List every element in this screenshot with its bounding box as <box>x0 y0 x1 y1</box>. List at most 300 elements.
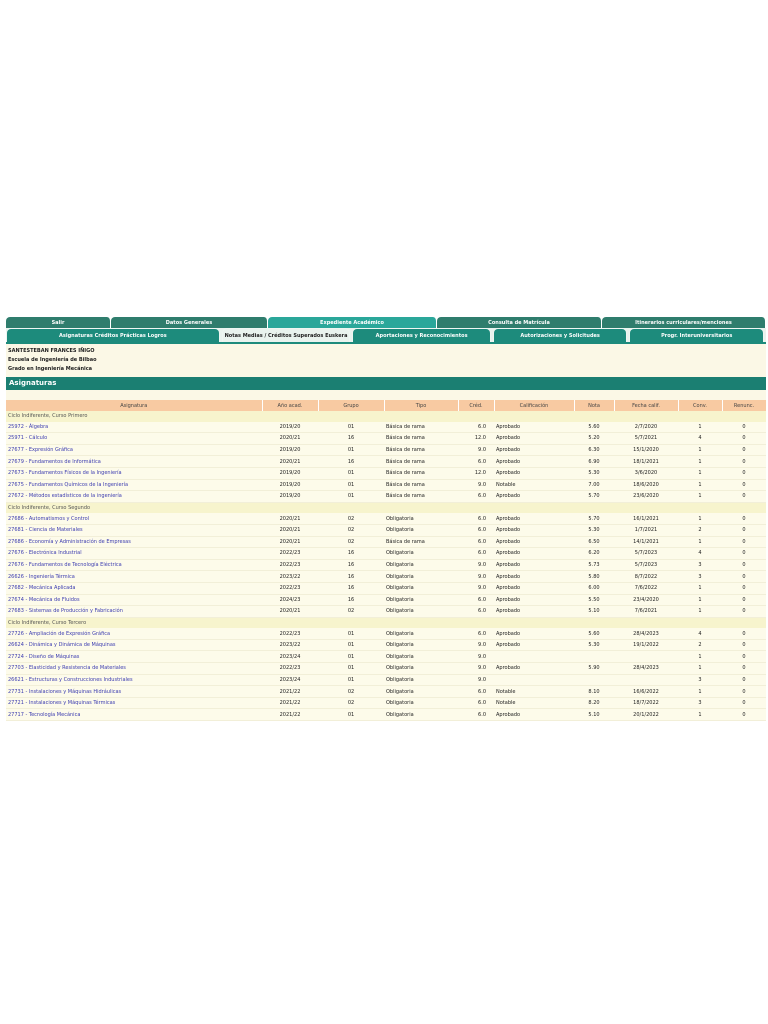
table-cell: 0 <box>722 651 766 663</box>
table-cell: 0 <box>722 582 766 594</box>
group-label: Ciclo Indiferente, Curso Primero <box>6 411 766 422</box>
table-cell: 0 <box>722 606 766 618</box>
subtab-notas-medias[interactable]: Notas Medias / Créditos Superados Euskera <box>222 328 351 342</box>
table-cell: 9.0 <box>458 663 494 675</box>
table-cell: 5.80 <box>574 571 614 583</box>
table-cell: 2023/22 <box>262 639 318 651</box>
table-cell: 01 <box>318 628 384 639</box>
table-header-row <box>6 400 766 411</box>
subject-link[interactable]: 27681 - Ciencia de Materiales <box>6 524 262 536</box>
table-cell: 7.00 <box>574 479 614 491</box>
table-cell: 5/7/2021 <box>614 433 678 445</box>
table-cell: 8/7/2022 <box>614 571 678 583</box>
table-cell: Obligatoria <box>384 513 458 524</box>
table-cell: 6.30 <box>574 444 614 456</box>
table-cell: 1 <box>678 422 722 433</box>
table-cell: 2 <box>678 639 722 651</box>
table-cell: 16 <box>318 548 384 560</box>
table-cell: 0 <box>722 513 766 524</box>
table-cell: Aprobado <box>494 594 574 606</box>
student-degree: Grado en Ingeniería Mecánica <box>8 366 93 372</box>
table-cell: 16 <box>318 571 384 583</box>
table-row <box>6 697 766 709</box>
table-cell: 0 <box>722 628 766 639</box>
table-cell: 0 <box>722 524 766 536</box>
table-cell: 1 <box>678 606 722 618</box>
subject-link[interactable]: 27675 - Fundamentos Químicos de la Ingeniería <box>6 479 262 491</box>
table-cell: 01 <box>318 422 384 433</box>
table-cell: 0 <box>722 686 766 698</box>
group-row <box>6 502 766 513</box>
table-cell: 01 <box>318 444 384 456</box>
table-cell: Obligatoria <box>384 548 458 560</box>
table-cell: 01 <box>318 663 384 675</box>
table-cell: 4 <box>678 548 722 560</box>
table-cell: 0 <box>722 433 766 445</box>
column-header[interactable]: Calificación <box>494 400 574 411</box>
table-cell: Básica de rama <box>384 433 458 445</box>
table-row <box>6 639 766 651</box>
table-cell: 2019/20 <box>262 467 318 479</box>
subject-link[interactable]: 27721 - Instalaciones y Máquinas Térmicas <box>6 697 262 709</box>
table-cell: 2021/22 <box>262 686 318 698</box>
column-header[interactable]: Tipo <box>384 400 458 411</box>
table-row <box>6 513 766 524</box>
tab-consulta-matricula[interactable]: Consulta de Matrícula <box>437 317 602 328</box>
table-cell: 3/6/2020 <box>614 467 678 479</box>
table-cell: 01 <box>318 479 384 491</box>
table-cell: 20/1/2022 <box>614 709 678 721</box>
table-cell: 1 <box>678 479 722 491</box>
subject-link[interactable]: 27672 - Métodos estadísticos de la ingeniería <box>6 491 262 503</box>
subject-link[interactable]: 27686 - Automatismos y Control <box>6 513 262 524</box>
table-cell: 02 <box>318 536 384 548</box>
table-cell: 0 <box>722 709 766 721</box>
table-cell: Aprobado <box>494 709 574 721</box>
table-cell: 5.10 <box>574 709 614 721</box>
table-cell: 4 <box>678 433 722 445</box>
table-cell: 1 <box>678 444 722 456</box>
table-cell: 6.50 <box>574 536 614 548</box>
table-cell: 0 <box>722 639 766 651</box>
table-cell: 0 <box>722 674 766 686</box>
table-cell: Obligatoria <box>384 559 458 571</box>
table-cell: 6.0 <box>458 422 494 433</box>
table-cell: 6.0 <box>458 697 494 709</box>
subject-link[interactable]: 25972 - Álgebra <box>6 422 262 433</box>
table-cell: 2022/23 <box>262 559 318 571</box>
table-cell: 1 <box>678 651 722 663</box>
subject-link[interactable]: 27726 - Ampliación de Expresión Gráfica <box>6 628 262 639</box>
table-row <box>6 548 766 560</box>
table-cell: Obligatoria <box>384 651 458 663</box>
subject-link[interactable]: 27673 - Fundamentos Físicos de la Ingeniería <box>6 467 262 479</box>
top-nav <box>6 317 766 328</box>
table-cell: 6.0 <box>458 594 494 606</box>
subject-link[interactable]: 26621 - Estructuras y Construcciones Industriales <box>6 674 262 686</box>
table-cell: 5/7/2023 <box>614 548 678 560</box>
table-cell: Notable <box>494 686 574 698</box>
subject-link[interactable]: 27686 - Economía y Administración de Empresas <box>6 536 262 548</box>
table-row <box>6 594 766 606</box>
table-cell: 18/6/2020 <box>614 479 678 491</box>
subject-link[interactable]: 27674 - Mecánica de Fluidos <box>6 594 262 606</box>
subject-link[interactable]: 27682 - Mecánica Aplicada <box>6 582 262 594</box>
table-cell: 0 <box>722 571 766 583</box>
table-cell: Aprobado <box>494 467 574 479</box>
table-cell: Obligatoria <box>384 674 458 686</box>
table-cell: 5.70 <box>574 491 614 503</box>
table-cell: 5.60 <box>574 422 614 433</box>
table-cell: 2023/22 <box>262 571 318 583</box>
column-header[interactable]: Año acad. <box>262 400 318 411</box>
table-cell: 0 <box>722 697 766 709</box>
table-cell: 3 <box>678 559 722 571</box>
table-cell: 9.0 <box>458 651 494 663</box>
table-cell: 0 <box>722 548 766 560</box>
table-row <box>6 628 766 639</box>
table-row <box>6 709 766 721</box>
table-cell: 9.0 <box>458 674 494 686</box>
table-cell: 12.0 <box>458 433 494 445</box>
table-cell: 1 <box>678 686 722 698</box>
table-cell: 6.0 <box>458 606 494 618</box>
table-cell: 2019/20 <box>262 422 318 433</box>
table-cell: 2022/23 <box>262 628 318 639</box>
subjects-table <box>6 400 767 721</box>
table-cell: Básica de rama <box>384 444 458 456</box>
subject-link[interactable]: 26624 - Dinámica y Dinámica de Máquinas <box>6 639 262 651</box>
table-cell: 6.0 <box>458 628 494 639</box>
student-info <box>6 344 766 377</box>
table-cell: 01 <box>318 467 384 479</box>
table-row <box>6 559 766 571</box>
table-cell: Aprobado <box>494 663 574 675</box>
column-header[interactable]: Fecha calif. <box>614 400 678 411</box>
tab-expediente-academico[interactable]: Expediente Académico <box>268 317 437 328</box>
table-cell: 28/4/2023 <box>614 628 678 639</box>
table-cell: 2020/21 <box>262 433 318 445</box>
table-cell: 2021/22 <box>262 709 318 721</box>
table-cell: Básica de rama <box>384 467 458 479</box>
table-cell: 0 <box>722 479 766 491</box>
subject-link[interactable]: 26626 - Ingeniería Térmica <box>6 571 262 583</box>
table-cell: 01 <box>318 639 384 651</box>
table-cell: Obligatoria <box>384 524 458 536</box>
table-cell: 5.73 <box>574 559 614 571</box>
table-cell: 18/7/2022 <box>614 697 678 709</box>
table-cell: 01 <box>318 651 384 663</box>
table-cell: 6.0 <box>458 491 494 503</box>
table-cell: 14/1/2021 <box>614 536 678 548</box>
table-cell: Aprobado <box>494 548 574 560</box>
sub-nav <box>6 328 766 344</box>
student-school: Escuela de Ingeniería de Bilbao <box>8 357 97 363</box>
table-cell: 0 <box>722 491 766 503</box>
table-cell: 2019/20 <box>262 444 318 456</box>
table-row <box>6 479 766 491</box>
column-header[interactable]: Grupo <box>318 400 384 411</box>
table-cell: 6.0 <box>458 709 494 721</box>
table-cell: Obligatoria <box>384 639 458 651</box>
table-row <box>6 467 766 479</box>
table-cell: 0 <box>722 422 766 433</box>
table-cell: 1 <box>678 663 722 675</box>
table-cell: Aprobado <box>494 606 574 618</box>
table-cell: 7/6/2021 <box>614 606 678 618</box>
table-cell: 6.0 <box>458 536 494 548</box>
table-cell: 9.0 <box>458 559 494 571</box>
table-cell: 9.0 <box>458 639 494 651</box>
table-row <box>6 663 766 675</box>
table-row <box>6 606 766 618</box>
tab-itinerarios[interactable]: Itinerarios curriculares/menciones <box>602 317 766 328</box>
table-cell <box>574 674 614 686</box>
table-cell: Aprobado <box>494 582 574 594</box>
table-cell: Básica de rama <box>384 456 458 468</box>
subject-link[interactable]: 27676 - Electrónica Industrial <box>6 548 262 560</box>
table-cell: 16 <box>318 559 384 571</box>
table-cell: Básica de rama <box>384 491 458 503</box>
table-cell: Obligatoria <box>384 709 458 721</box>
table-cell: 2020/21 <box>262 456 318 468</box>
table-cell: 6.0 <box>458 524 494 536</box>
table-cell: 2020/21 <box>262 536 318 548</box>
table-cell: Aprobado <box>494 513 574 524</box>
table-cell: 2019/20 <box>262 479 318 491</box>
table-cell: 5.60 <box>574 628 614 639</box>
table-cell: Aprobado <box>494 491 574 503</box>
table-cell: Obligatoria <box>384 571 458 583</box>
table-cell: Obligatoria <box>384 582 458 594</box>
table-cell: 12.0 <box>458 467 494 479</box>
subject-link[interactable]: 27676 - Fundamentos de Tecnología Eléctrica <box>6 559 262 571</box>
subtab-progr-interuniversitarios[interactable]: Progr. Interuniversitarios <box>629 328 764 342</box>
table-cell: Básica de rama <box>384 479 458 491</box>
table-cell: 02 <box>318 524 384 536</box>
table-cell: 5/7/2023 <box>614 559 678 571</box>
table-row <box>6 674 766 686</box>
table-cell: Obligatoria <box>384 686 458 698</box>
table-cell: 2020/21 <box>262 524 318 536</box>
tab-salir[interactable]: Salir <box>6 317 111 328</box>
table-row <box>6 524 766 536</box>
group-row <box>6 411 766 422</box>
table-row <box>6 422 766 433</box>
table-cell: 5.90 <box>574 663 614 675</box>
subject-link[interactable]: 27683 - Sistemas de Producción y Fabricación <box>6 606 262 618</box>
table-cell: 2022/23 <box>262 548 318 560</box>
table-cell: Básica de rama <box>384 536 458 548</box>
table-cell: 5.50 <box>574 594 614 606</box>
table-cell: 02 <box>318 686 384 698</box>
column-header[interactable]: Conv. <box>678 400 722 411</box>
table-body <box>6 411 766 721</box>
table-cell: 01 <box>318 491 384 503</box>
table-cell: 2023/24 <box>262 674 318 686</box>
table-cell: 2021/22 <box>262 697 318 709</box>
table-cell: Aprobado <box>494 628 574 639</box>
table-cell: 02 <box>318 513 384 524</box>
table-cell: 1/7/2021 <box>614 524 678 536</box>
table-cell: 0 <box>722 467 766 479</box>
table-cell: Obligatoria <box>384 594 458 606</box>
subject-link[interactable]: 27679 - Fundamentos de Informática <box>6 456 262 468</box>
table-row <box>6 571 766 583</box>
table-cell <box>614 674 678 686</box>
table-cell: 5.20 <box>574 433 614 445</box>
table-cell: 6.0 <box>458 513 494 524</box>
table-cell: 02 <box>318 606 384 618</box>
subtab-aportaciones[interactable]: Aportaciones y Reconocimientos <box>352 328 491 342</box>
table-cell: Obligatoria <box>384 628 458 639</box>
table-cell: 9.0 <box>458 479 494 491</box>
table-cell: Aprobado <box>494 456 574 468</box>
table-cell: 6.20 <box>574 548 614 560</box>
table-cell: 0 <box>722 456 766 468</box>
table-cell: 0 <box>722 594 766 606</box>
table-cell: 28/4/2023 <box>614 663 678 675</box>
table-cell <box>494 651 574 663</box>
student-name: SANTESTEBAN FRANCES IÑIGO <box>8 348 95 354</box>
table-cell: 9.0 <box>458 582 494 594</box>
table-cell: 15/1/2020 <box>614 444 678 456</box>
table-cell: Notable <box>494 479 574 491</box>
group-label: Ciclo Indiferente, Curso Tercero <box>6 617 766 628</box>
table-cell: 02 <box>318 697 384 709</box>
table-cell: 18/1/2021 <box>614 456 678 468</box>
table-cell: Aprobado <box>494 422 574 433</box>
table-cell: 2020/21 <box>262 606 318 618</box>
table-cell: 8.20 <box>574 697 614 709</box>
subject-link[interactable]: 27731 - Instalaciones y Máquinas Hidráulicas <box>6 686 262 698</box>
table-cell: 6.0 <box>458 686 494 698</box>
table-cell: 19/1/2022 <box>614 639 678 651</box>
table-cell: Aprobado <box>494 559 574 571</box>
subject-link[interactable]: 27703 - Elasticidad y Resistencia de Materiales <box>6 663 262 675</box>
table-row <box>6 651 766 663</box>
table-cell: 1 <box>678 709 722 721</box>
table-cell: 6.0 <box>458 456 494 468</box>
table-cell: Obligatoria <box>384 697 458 709</box>
section-title: Asignaturas <box>6 377 766 390</box>
table-cell: 9.0 <box>458 444 494 456</box>
column-header[interactable]: Nota <box>574 400 614 411</box>
column-header[interactable]: Créd. <box>458 400 494 411</box>
tab-datos-generales[interactable]: Datos Generales <box>111 317 268 328</box>
table-cell: 01 <box>318 674 384 686</box>
section-spacer <box>6 390 766 400</box>
table-cell: 16/1/2021 <box>614 513 678 524</box>
table-cell: 16 <box>318 456 384 468</box>
table-cell: 9.0 <box>458 571 494 583</box>
table-cell <box>614 651 678 663</box>
group-row <box>6 617 766 628</box>
table-cell <box>494 674 574 686</box>
table-cell: 16 <box>318 433 384 445</box>
table-cell: Aprobado <box>494 639 574 651</box>
table-cell: 16 <box>318 594 384 606</box>
table-cell: 2020/21 <box>262 513 318 524</box>
table-cell: Básica de rama <box>384 422 458 433</box>
table-cell: Obligatoria <box>384 663 458 675</box>
table-cell: 0 <box>722 559 766 571</box>
table-cell: 5.70 <box>574 513 614 524</box>
table-cell: 1 <box>678 456 722 468</box>
table-cell: 2022/23 <box>262 663 318 675</box>
table-cell: Aprobado <box>494 571 574 583</box>
subject-link[interactable]: 27717 - Tecnología Mecánica <box>6 709 262 721</box>
subtab-asignaturas[interactable]: Asignaturas Créditos Prácticas Logros <box>6 328 220 342</box>
table-cell: 01 <box>318 709 384 721</box>
subtab-autorizaciones[interactable]: Autorizaciones y Solicitudes <box>493 328 628 342</box>
table-cell: 6.0 <box>458 548 494 560</box>
table-cell: 5.30 <box>574 524 614 536</box>
table-row <box>6 686 766 698</box>
table-cell: 2022/23 <box>262 582 318 594</box>
table-cell: 4 <box>678 628 722 639</box>
subjects-table-wrapper[interactable] <box>6 400 766 718</box>
table-cell: 23/6/2020 <box>614 491 678 503</box>
table-cell: 3 <box>678 674 722 686</box>
table-cell: 3 <box>678 571 722 583</box>
table-cell: 16 <box>318 582 384 594</box>
table-cell: 5.10 <box>574 606 614 618</box>
table-cell: 2024/23 <box>262 594 318 606</box>
table-cell: 3 <box>678 697 722 709</box>
table-row <box>6 491 766 503</box>
column-header[interactable]: Renunc. <box>722 400 766 411</box>
table-cell: 2023/24 <box>262 651 318 663</box>
table-cell: 6.00 <box>574 582 614 594</box>
table-cell: Aprobado <box>494 444 574 456</box>
table-cell: 23/4/2020 <box>614 594 678 606</box>
table-cell: 16/6/2022 <box>614 686 678 698</box>
table-row <box>6 582 766 594</box>
subject-link[interactable]: 27677 - Expresión Gráfica <box>6 444 262 456</box>
table-row <box>6 433 766 445</box>
table-cell: Aprobado <box>494 536 574 548</box>
table-cell: 1 <box>678 513 722 524</box>
table-cell: Notable <box>494 697 574 709</box>
table-cell: 6.90 <box>574 456 614 468</box>
subject-link[interactable]: 27724 - Diseño de Máquinas <box>6 651 262 663</box>
table-cell: 1 <box>678 582 722 594</box>
table-cell: 0 <box>722 663 766 675</box>
table-cell: 1 <box>678 536 722 548</box>
table-cell: 5.30 <box>574 639 614 651</box>
table-cell: 7/6/2022 <box>614 582 678 594</box>
table-cell: 5.30 <box>574 467 614 479</box>
table-cell: 2 <box>678 524 722 536</box>
column-header[interactable]: Asignatura <box>6 400 262 411</box>
table-cell: Obligatoria <box>384 606 458 618</box>
table-row <box>6 536 766 548</box>
table-cell: Aprobado <box>494 433 574 445</box>
group-label: Ciclo Indiferente, Curso Segundo <box>6 502 766 513</box>
table-cell <box>574 651 614 663</box>
table-cell: 1 <box>678 594 722 606</box>
table-cell: 1 <box>678 491 722 503</box>
table-cell: 0 <box>722 444 766 456</box>
table-cell: 2019/20 <box>262 491 318 503</box>
table-cell: Aprobado <box>494 524 574 536</box>
table-row <box>6 456 766 468</box>
table-cell: 2/7/2020 <box>614 422 678 433</box>
expediente-window <box>6 317 766 718</box>
subject-link[interactable]: 25971 - Cálculo <box>6 433 262 445</box>
table-row <box>6 444 766 456</box>
